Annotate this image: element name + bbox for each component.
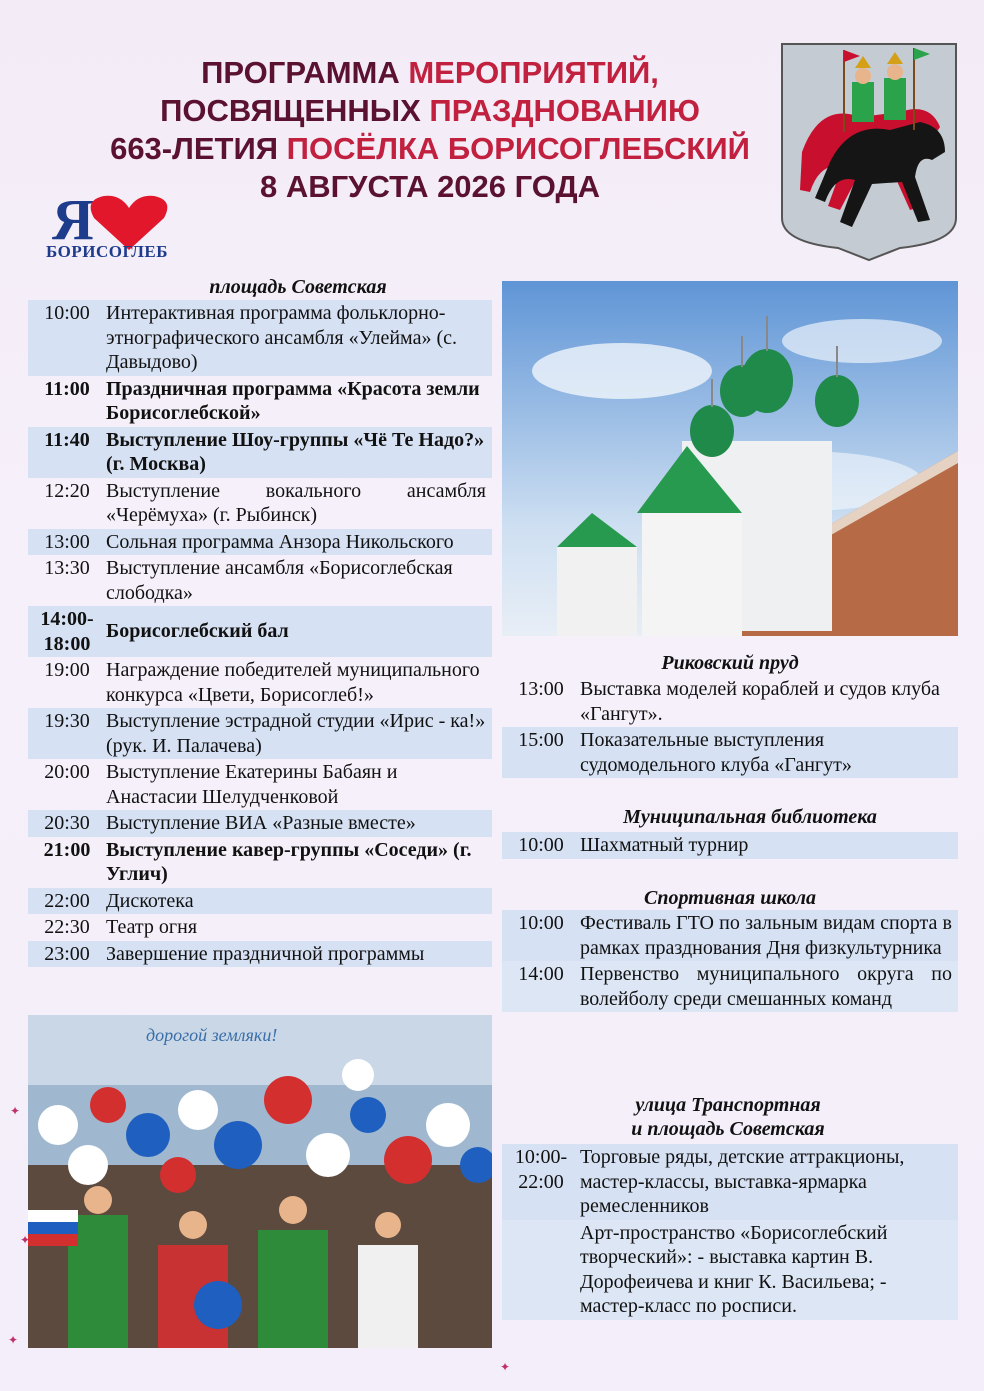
event-text: Торговые ряды, детские аттракционы, мастер-классы, выставка-ярмарка ремесленников [580,1146,905,1217]
festival-crowd-photo [28,1015,492,1348]
section-title-line: и площадь Советская [631,1118,825,1140]
section-title-transport [458,1093,984,1141]
schedule-row [28,555,492,606]
event-time: 20:00 [44,761,90,783]
event-text: Выступление ВИА «Разные вместе» [106,812,416,834]
schedule-row [502,832,958,859]
event-text: Выступление вокального ансамбля «Черёмуха» (г. Рыбинск) [106,479,486,526]
schedule-row [28,810,492,837]
schedule-row [28,427,492,478]
event-time: 15:00 [518,729,564,751]
event-text: Фестиваль ГТО по зальным видам спорта в рамках празднования Дня физкультурника [580,912,952,959]
title-line: ПОСЁЛКА БОРИСОГЛЕБСКИЙ [286,131,750,166]
event-time: 22:00 [44,889,90,912]
section-title-line: улица Транспортная [635,1094,821,1116]
event-text: Награждение победителей муниципального конкурса «Цвети, Борисоглеб!» [106,659,480,706]
schedule-row [28,606,492,657]
schedule-row [28,888,492,915]
sparkle-icon: ✦ [500,1360,511,1374]
schedule-row [28,529,492,556]
event-time: 11:00 [44,377,90,400]
banner-text: дорогой земляки! [146,1025,278,1045]
event-text: Выставка моделей кораблей и судов клуба «Гангут». [580,678,940,725]
event-time: 10:00 [518,912,564,934]
schedule-sovetskaya [28,300,492,967]
event-time: 10:00-22:00 [514,1146,568,1193]
schedule-row [502,961,958,1012]
event-time: 22:30 [44,916,90,938]
schedule-row [28,759,492,810]
event-text: Праздничная программа «Красота земли Борисоглебской» [106,377,480,424]
schedule-row [502,676,958,727]
schedule-row [502,1144,958,1220]
event-text: Дискотека [106,889,194,912]
event-text: Арт-пространство «Борисоглебский творческий»: - выставка картин В. Дорофеичева и книг К. Васильева; - мастер-класс по росписи. [580,1221,888,1317]
event-time: 13:30 [44,557,90,579]
sparkle-icon: ✦ [8,1333,19,1347]
event-time: 10:00 [518,834,564,856]
schedule-row [502,727,958,778]
schedule-row [28,708,492,759]
title-line: ПРАЗДНОВАНИЮ [429,93,700,128]
event-time: 23:00 [44,942,90,965]
schedule-row [28,914,492,941]
event-text: Борисоглебский бал [106,620,289,643]
section-title-library: Муниципальная библиотека [623,806,877,828]
title-line: ПРОГРАММА [201,55,409,90]
page-title [60,54,800,206]
event-time: 14:00 [518,963,564,985]
schedule-row [28,657,492,708]
event-text: Шахматный турнир [580,834,749,856]
event-time: 13:00 [44,530,90,553]
event-time: 14:00-18:00 [40,608,94,655]
title-line: ПОСВЯЩЕННЫХ [160,93,430,128]
event-text: Выступление кавер-группы «Соседи» (г. Углич) [106,838,472,885]
event-time: 21:00 [43,838,91,861]
monastery-photo [502,281,958,636]
schedule-row [28,478,492,529]
event-text: Показательные выступления судомодельного клуба «Гангут» [580,729,852,776]
section-title-rikovsky: Риковский пруд [661,652,799,674]
event-time: 20:30 [44,812,90,834]
event-time: 19:00 [44,659,90,681]
schedule-row [28,300,492,376]
schedule-library [502,832,958,859]
event-text: Выступление ансамбля «Борисоглебская слободка» [106,557,453,604]
logo-letter: Я [52,187,94,252]
event-text: Выступление Екатерины Бабаян и Анастасии Шелудченковой [106,761,398,808]
schedule-row [502,1220,958,1320]
event-time: 11:40 [44,428,90,451]
event-time: 13:00 [518,678,564,700]
logo-city: БОРИСОГЛЕБ [46,242,168,261]
title-line: 663-ЛЕТИЯ [110,131,287,166]
schedule-rikovsky [502,676,958,778]
section-title-sovetskaya: площадь Советская [209,276,387,298]
event-text: Выступление эстрадной студии «Ирис - ка!» (рук. И. Палачева) [106,710,486,757]
schedule-row [502,910,958,961]
event-time: 10:00 [44,302,90,324]
title-line: МЕРОПРИЯТИЙ, [408,55,659,90]
schedule-sport [502,910,958,1012]
schedule-row [28,941,492,968]
event-text: Сольная программа Анзора Никольского [106,530,454,553]
event-time: 19:30 [44,710,90,732]
sparkle-icon: ✦ [10,1104,21,1118]
event-time: 12:20 [44,479,90,502]
event-text: Завершение праздничной программы [106,942,425,965]
title-date: 8 АВГУСТА 2026 ГОДА [259,169,600,204]
schedule-row [28,837,492,888]
event-text: Театр огня [106,916,198,938]
event-text: Интерактивная программа фольклорно-этнографического ансамбля «Улейма» (с. Давыдово) [106,302,457,373]
schedule-transport [502,1144,958,1320]
coat-of-arms-icon [780,42,958,262]
event-text: Выступление Шоу-группы «Чё Те Надо?» (г. Москва) [106,428,485,475]
i-love-borisogleb-logo [44,187,194,272]
section-title-sport: Спортивная школа [643,887,817,909]
schedule-row [28,376,492,427]
event-text: Первенство муниципального округа по волейболу среди смешанных команд [580,963,952,1010]
sparkle-icon: ✦ [20,1233,31,1247]
